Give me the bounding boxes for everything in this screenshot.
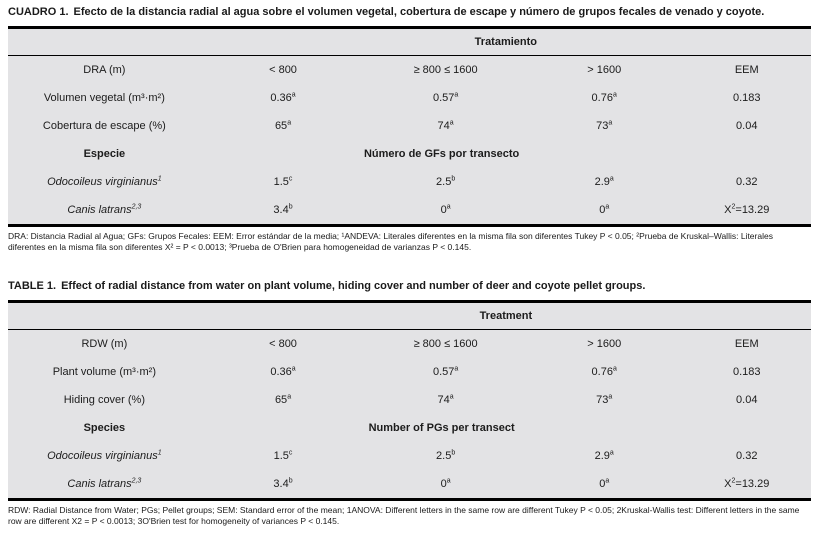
table-row — [8, 386, 811, 414]
caption-text: Efecto de la distancia radial al agua sobre el volumen vegetal, cobertura de escape y número de grupos fecales de venado y coyote. — [73, 6, 765, 18]
treatment-band-row — [8, 28, 811, 56]
data-cell: 0$^a$ — [440, 477, 451, 490]
table-footnote-english: RDW: Radial Distance from Water; PGs; Pellet groups; SEM: Standard error of the mean; 1ANOVA: Different letters in the same row are different Tukey P < 0.05; 2Kruskal-Wallis test: Different letters in the same row are different X2 = P < 0.0013; 3O'Brien test for homogeneity of variances P < 0.145. — [8, 505, 800, 526]
row-label: Volumen vegetal (m³·m²) — [43, 92, 165, 104]
table-row — [8, 140, 811, 168]
data-cell: 1.5$^c$ — [273, 175, 293, 188]
data-cell: 0.04 — [736, 120, 758, 132]
data-cell: 0.36$^a$ — [270, 365, 296, 378]
column-header-row — [8, 56, 811, 85]
data-table-english — [8, 300, 811, 501]
row-label: Odocoileus virginianus$^1$ — [47, 175, 162, 188]
data-cell: 0.57$^a$ — [432, 91, 459, 104]
table-block-spanish — [8, 5, 811, 253]
band-spacer — [8, 28, 201, 56]
data-cell: $X^2=13.29$ — [724, 203, 770, 216]
row-label: Cobertura de escape (%) — [42, 120, 166, 132]
column-header: EEM — [734, 338, 759, 350]
data-cell: 2.9$^a$ — [594, 449, 614, 462]
data-cell: 73$^a$ — [596, 119, 613, 132]
empty-cell — [683, 414, 812, 442]
data-cell: 0.183 — [732, 366, 761, 378]
data-cell: 1.5$^c$ — [273, 449, 293, 462]
data-cell: 2.5$^b$ — [436, 449, 456, 462]
data-cell: 3.4$^b$ — [273, 477, 293, 490]
section-span-label: Número de GFs por transecto — [363, 148, 520, 160]
row-label: Plant volume (m³·m²) — [52, 366, 156, 378]
table-row — [8, 168, 811, 196]
row-label: Canis latrans$^{2,3}$ — [67, 203, 142, 216]
data-cell: 73$^a$ — [596, 393, 613, 406]
data-cell: 0.32 — [736, 176, 758, 188]
data-cell: 65$^a$ — [274, 393, 292, 406]
data-cell: 74$^a$ — [437, 119, 454, 132]
data-cell: 2.5$^b$ — [436, 175, 456, 188]
column-header-row — [8, 330, 811, 359]
data-cell: 0$^a$ — [440, 203, 451, 216]
data-cell: 0.76$^a$ — [591, 91, 617, 104]
column-header: ≥ 800 ≤ 1600 — [413, 338, 478, 350]
band-spacer — [8, 302, 201, 330]
column-header: DRA (m) — [83, 64, 126, 76]
data-cell: 3.4$^b$ — [273, 203, 293, 216]
table-row — [8, 358, 811, 386]
column-header: EEM — [734, 64, 759, 76]
treatment-band-label: Tratamiento — [201, 28, 811, 56]
column-header: ≥ 800 ≤ 1600 — [413, 64, 478, 76]
data-cell: 2.9$^a$ — [594, 175, 614, 188]
column-header: < 800 — [269, 338, 297, 350]
table-row — [8, 84, 811, 112]
data-cell: 0.57$^a$ — [432, 365, 459, 378]
row-label: Canis latrans$^{2,3}$ — [67, 477, 142, 490]
column-header: < 800 — [269, 64, 297, 76]
caption-text: Effect of radial distance from water on plant volume, hiding cover and number of deer and coyote pellet groups. — [61, 280, 646, 292]
data-cell: 0$^a$ — [599, 203, 610, 216]
table-row — [8, 196, 811, 226]
data-cell: 0.183 — [732, 92, 761, 104]
data-table-spanish — [8, 26, 811, 227]
treatment-band-row — [8, 302, 811, 330]
caption-label: CUADRO 1. — [8, 6, 69, 18]
row-label: Odocoileus virginianus$^1$ — [47, 449, 162, 462]
treatment-band-label: Treatment — [201, 302, 811, 330]
table-block-english — [8, 279, 811, 527]
data-cell: 0.76$^a$ — [591, 365, 617, 378]
column-header: RDW (m) — [81, 338, 128, 350]
data-cell: 65$^a$ — [274, 119, 292, 132]
table-caption-spanish — [8, 5, 811, 19]
column-header: > 1600 — [587, 338, 622, 350]
empty-cell — [683, 140, 812, 168]
table-caption-english — [8, 279, 811, 293]
data-cell: 0.36$^a$ — [270, 91, 296, 104]
table-row — [8, 414, 811, 442]
section-span-label: Number of PGs per transect — [368, 422, 515, 434]
table-row — [8, 442, 811, 470]
table-row — [8, 470, 811, 500]
data-cell: 0$^a$ — [599, 477, 610, 490]
data-cell: 74$^a$ — [437, 393, 454, 406]
caption-label: TABLE 1. — [8, 280, 57, 292]
data-cell: 0.04 — [736, 394, 758, 406]
table-row — [8, 112, 811, 140]
column-header: > 1600 — [587, 64, 622, 76]
row-label: Hiding cover (%) — [63, 394, 146, 406]
data-cell: $X^2=13.29$ — [724, 477, 770, 490]
table-footnote-spanish: DRA: Distancia Radial al Agua; GFs: Grupos Fecales: EEM: Error estándar de la media; ¹ANDEVA: Literales diferentes en la misma fila son diferentes Tukey P < 0.05; ²Prueba de Kruskal–Wallis: Literales diferentes en la misma fila son diferentes X² = P < 0.0013; ³Prueba de O'Brien para homogeneidad de varianzas P < 0.145. — [8, 231, 773, 252]
section-label: Species — [83, 422, 126, 434]
section-label: Especie — [83, 148, 126, 160]
data-cell: 0.32 — [736, 450, 758, 462]
